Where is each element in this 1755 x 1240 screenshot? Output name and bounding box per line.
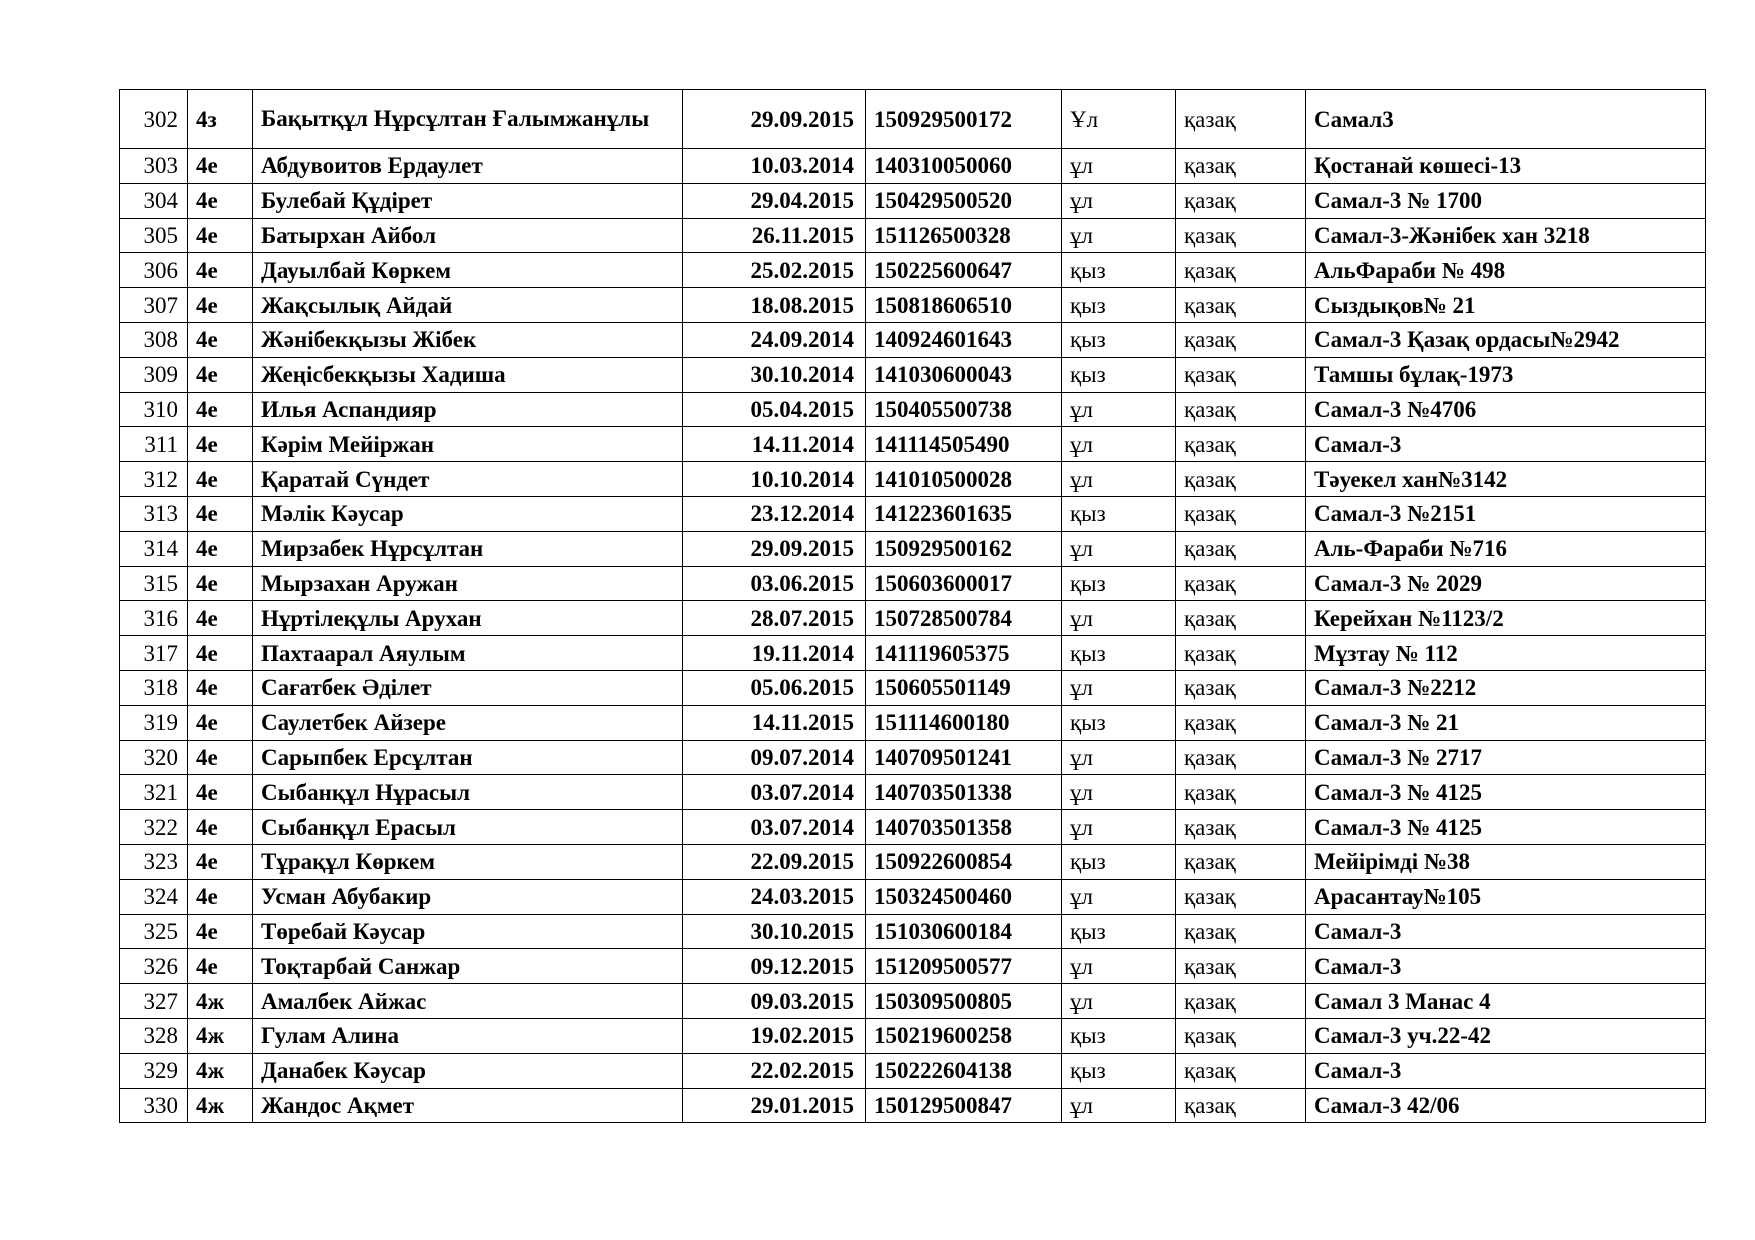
birth-date-cell: 24.09.2014: [683, 322, 866, 357]
table-row: [120, 879, 1706, 914]
nationality-cell: қазақ: [1176, 462, 1306, 497]
row-number: 307: [120, 288, 188, 323]
iin-cell: 141114505490: [866, 427, 1062, 462]
iin-cell: 151030600184: [866, 914, 1062, 949]
student-name-cell: Гулам Алина: [253, 1018, 683, 1053]
birth-date-cell: 29.09.2015: [683, 531, 866, 566]
address-cell: Самал-3 № 2717: [1306, 740, 1706, 775]
table-row: [120, 844, 1706, 879]
nationality-cell: қазақ: [1176, 740, 1306, 775]
student-name-cell: Жәнібекқызы Жібек: [253, 322, 683, 357]
address-cell: Самал-3 № 4125: [1306, 810, 1706, 845]
nationality-cell: қазақ: [1176, 949, 1306, 984]
row-number: 318: [120, 670, 188, 705]
table-row: [120, 218, 1706, 253]
address-cell: Самал-3 № 1700: [1306, 183, 1706, 218]
class-cell: 4е: [188, 531, 253, 566]
iin-cell: 150922600854: [866, 844, 1062, 879]
address-cell: Самал-3-Жәнібек хан 3218: [1306, 218, 1706, 253]
class-cell: 4е: [188, 601, 253, 636]
class-cell: 4е: [188, 636, 253, 671]
row-number: 316: [120, 601, 188, 636]
nationality-cell: қазақ: [1176, 183, 1306, 218]
table-row: [120, 1088, 1706, 1123]
birth-date-cell: 03.06.2015: [683, 566, 866, 601]
class-cell: 4е: [188, 218, 253, 253]
address-cell: Самал-3 Қазақ ордасы№2942: [1306, 322, 1706, 357]
student-name-cell: Бақытқұл Нұрсұлтан Ғалымжанұлы: [253, 90, 683, 149]
address-cell: Самал-3: [1306, 1053, 1706, 1088]
class-cell: 4е: [188, 288, 253, 323]
gender-cell: ұл: [1062, 775, 1176, 810]
birth-date-cell: 19.02.2015: [683, 1018, 866, 1053]
table-row: [120, 357, 1706, 392]
row-number: 319: [120, 705, 188, 740]
address-cell: АльФараби № 498: [1306, 253, 1706, 288]
class-cell: 4е: [188, 183, 253, 218]
row-number: 311: [120, 427, 188, 462]
row-number: 303: [120, 149, 188, 184]
student-name-cell: Сағатбек Әділет: [253, 670, 683, 705]
table-row: [120, 740, 1706, 775]
class-cell: 4ж: [188, 1053, 253, 1088]
address-cell: Самал-3 №2151: [1306, 496, 1706, 531]
address-cell: Самал-3 уч.22-42: [1306, 1018, 1706, 1053]
student-name-cell: Абдувоитов Ердаулет: [253, 149, 683, 184]
row-number: 305: [120, 218, 188, 253]
iin-cell: 150429500520: [866, 183, 1062, 218]
iin-cell: 140310050060: [866, 149, 1062, 184]
student-name-cell: Мирзабек Нұрсұлтан: [253, 531, 683, 566]
iin-cell: 141119605375: [866, 636, 1062, 671]
nationality-cell: қазақ: [1176, 1088, 1306, 1123]
birth-date-cell: 09.12.2015: [683, 949, 866, 984]
address-cell: Самал-3 № 21: [1306, 705, 1706, 740]
student-name-cell: Батырхан Айбол: [253, 218, 683, 253]
birth-date-cell: 14.11.2015: [683, 705, 866, 740]
address-cell: Самал-3 № 2029: [1306, 566, 1706, 601]
row-number: 304: [120, 183, 188, 218]
nationality-cell: қазақ: [1176, 566, 1306, 601]
iin-cell: 150219600258: [866, 1018, 1062, 1053]
gender-cell: ұл: [1062, 531, 1176, 566]
row-number: 309: [120, 357, 188, 392]
nationality-cell: қазақ: [1176, 636, 1306, 671]
class-cell: 4е: [188, 392, 253, 427]
iin-cell: 150728500784: [866, 601, 1062, 636]
nationality-cell: қазақ: [1176, 288, 1306, 323]
student-name-cell: Төребай Кәусар: [253, 914, 683, 949]
class-cell: 4е: [188, 357, 253, 392]
table-row: [120, 149, 1706, 184]
nationality-cell: қазақ: [1176, 914, 1306, 949]
table-row: [120, 949, 1706, 984]
iin-cell: 150309500805: [866, 984, 1062, 1019]
address-cell: Арасантау№105: [1306, 879, 1706, 914]
row-number: 321: [120, 775, 188, 810]
birth-date-cell: 22.09.2015: [683, 844, 866, 879]
nationality-cell: қазақ: [1176, 705, 1306, 740]
class-cell: 4е: [188, 914, 253, 949]
birth-date-cell: 23.12.2014: [683, 496, 866, 531]
student-name-cell: Амалбек Айжас: [253, 984, 683, 1019]
address-cell: Қостанай көшесі-13: [1306, 149, 1706, 184]
table-row: [120, 1053, 1706, 1088]
table-row: [120, 462, 1706, 497]
iin-cell: 140924601643: [866, 322, 1062, 357]
table-body: [120, 90, 1706, 1123]
iin-cell: 150405500738: [866, 392, 1062, 427]
row-number: 302: [120, 90, 188, 149]
class-cell: 4е: [188, 322, 253, 357]
class-cell: 4ж: [188, 1088, 253, 1123]
nationality-cell: қазақ: [1176, 810, 1306, 845]
address-cell: Керейхан №1123/2: [1306, 601, 1706, 636]
class-cell: 4е: [188, 462, 253, 497]
nationality-cell: қазақ: [1176, 1053, 1306, 1088]
address-cell: Самал-3 №4706: [1306, 392, 1706, 427]
nationality-cell: қазақ: [1176, 601, 1306, 636]
gender-cell: қыз: [1062, 705, 1176, 740]
row-number: 323: [120, 844, 188, 879]
table-row: [120, 810, 1706, 845]
iin-cell: 141223601635: [866, 496, 1062, 531]
student-name-cell: Булебай Құдірет: [253, 183, 683, 218]
class-cell: 4е: [188, 844, 253, 879]
address-cell: Сыздықов№ 21: [1306, 288, 1706, 323]
student-name-cell: Дауылбай Көркем: [253, 253, 683, 288]
table-row: [120, 427, 1706, 462]
address-cell: Самал-3 №2212: [1306, 670, 1706, 705]
birth-date-cell: 14.11.2014: [683, 427, 866, 462]
nationality-cell: қазақ: [1176, 90, 1306, 149]
row-number: 312: [120, 462, 188, 497]
birth-date-cell: 05.06.2015: [683, 670, 866, 705]
table-row: [120, 392, 1706, 427]
class-cell: 4е: [188, 879, 253, 914]
iin-cell: 150225600647: [866, 253, 1062, 288]
student-name-cell: Илья Аспандияр: [253, 392, 683, 427]
iin-cell: 150129500847: [866, 1088, 1062, 1123]
iin-cell: 151209500577: [866, 949, 1062, 984]
nationality-cell: қазақ: [1176, 427, 1306, 462]
address-cell: Самал-3 № 4125: [1306, 775, 1706, 810]
iin-cell: 140703501358: [866, 810, 1062, 845]
gender-cell: қыз: [1062, 636, 1176, 671]
row-number: 325: [120, 914, 188, 949]
iin-cell: 150222604138: [866, 1053, 1062, 1088]
birth-date-cell: 10.10.2014: [683, 462, 866, 497]
gender-cell: Ұл: [1062, 90, 1176, 149]
gender-cell: ұл: [1062, 392, 1176, 427]
address-cell: Самал-3: [1306, 427, 1706, 462]
table-row: [120, 775, 1706, 810]
nationality-cell: қазақ: [1176, 531, 1306, 566]
table-row: [120, 496, 1706, 531]
iin-cell: 140703501338: [866, 775, 1062, 810]
class-cell: 4е: [188, 810, 253, 845]
iin-cell: 151114600180: [866, 705, 1062, 740]
gender-cell: қыз: [1062, 566, 1176, 601]
student-name-cell: Саулетбек Айзере: [253, 705, 683, 740]
row-number: 317: [120, 636, 188, 671]
gender-cell: ұл: [1062, 601, 1176, 636]
iin-cell: 141010500028: [866, 462, 1062, 497]
nationality-cell: қазақ: [1176, 218, 1306, 253]
address-cell: Аль-Фараби №716: [1306, 531, 1706, 566]
nationality-cell: қазақ: [1176, 775, 1306, 810]
nationality-cell: қазақ: [1176, 844, 1306, 879]
gender-cell: қыз: [1062, 1018, 1176, 1053]
student-name-cell: Пахтаарал Аяулым: [253, 636, 683, 671]
birth-date-cell: 03.07.2014: [683, 810, 866, 845]
nationality-cell: қазақ: [1176, 670, 1306, 705]
row-number: 314: [120, 531, 188, 566]
nationality-cell: қазақ: [1176, 1018, 1306, 1053]
gender-cell: ұл: [1062, 879, 1176, 914]
address-cell: Мейірімді №38: [1306, 844, 1706, 879]
table-row: [120, 914, 1706, 949]
gender-cell: ұл: [1062, 1088, 1176, 1123]
nationality-cell: қазақ: [1176, 496, 1306, 531]
birth-date-cell: 30.10.2014: [683, 357, 866, 392]
table-row: [120, 90, 1706, 149]
birth-date-cell: 24.03.2015: [683, 879, 866, 914]
birth-date-cell: 09.07.2014: [683, 740, 866, 775]
address-cell: Тәуекел хан№3142: [1306, 462, 1706, 497]
student-name-cell: Мырзахан Аружан: [253, 566, 683, 601]
nationality-cell: қазақ: [1176, 253, 1306, 288]
address-cell: Самал3: [1306, 90, 1706, 149]
birth-date-cell: 09.03.2015: [683, 984, 866, 1019]
student-name-cell: Данабек Кәусар: [253, 1053, 683, 1088]
row-number: 313: [120, 496, 188, 531]
birth-date-cell: 26.11.2015: [683, 218, 866, 253]
address-cell: Мұзтау № 112: [1306, 636, 1706, 671]
iin-cell: 150818606510: [866, 288, 1062, 323]
row-number: 327: [120, 984, 188, 1019]
gender-cell: қыз: [1062, 253, 1176, 288]
birth-date-cell: 25.02.2015: [683, 253, 866, 288]
gender-cell: қыз: [1062, 322, 1176, 357]
gender-cell: қыз: [1062, 844, 1176, 879]
row-number: 330: [120, 1088, 188, 1123]
row-number: 308: [120, 322, 188, 357]
iin-cell: 150324500460: [866, 879, 1062, 914]
birth-date-cell: 05.04.2015: [683, 392, 866, 427]
address-cell: Самал-3: [1306, 949, 1706, 984]
class-cell: 4ж: [188, 1018, 253, 1053]
nationality-cell: қазақ: [1176, 984, 1306, 1019]
row-number: 324: [120, 879, 188, 914]
nationality-cell: қазақ: [1176, 392, 1306, 427]
gender-cell: ұл: [1062, 810, 1176, 845]
table-row: [120, 601, 1706, 636]
table-row: [120, 705, 1706, 740]
address-cell: Самал-3 42/06: [1306, 1088, 1706, 1123]
row-number: 315: [120, 566, 188, 601]
student-name-cell: Жеңісбекқызы Хадиша: [253, 357, 683, 392]
iin-cell: 151126500328: [866, 218, 1062, 253]
nationality-cell: қазақ: [1176, 322, 1306, 357]
student-name-cell: Тұрақұл Көркем: [253, 844, 683, 879]
gender-cell: қыз: [1062, 288, 1176, 323]
class-cell: 4е: [188, 949, 253, 984]
table-row: [120, 1018, 1706, 1053]
nationality-cell: қазақ: [1176, 357, 1306, 392]
iin-cell: 140709501241: [866, 740, 1062, 775]
nationality-cell: қазақ: [1176, 149, 1306, 184]
student-name-cell: Тоқтарбай Санжар: [253, 949, 683, 984]
iin-cell: 150929500172: [866, 90, 1062, 149]
student-list-table: [119, 89, 1706, 1123]
table-row: [120, 288, 1706, 323]
class-cell: 4е: [188, 566, 253, 601]
gender-cell: қыз: [1062, 914, 1176, 949]
iin-cell: 150603600017: [866, 566, 1062, 601]
birth-date-cell: 28.07.2015: [683, 601, 866, 636]
gender-cell: ұл: [1062, 462, 1176, 497]
student-name-cell: Усман Абубакир: [253, 879, 683, 914]
gender-cell: ұл: [1062, 183, 1176, 218]
class-cell: 4е: [188, 670, 253, 705]
student-name-cell: Жақсылық Айдай: [253, 288, 683, 323]
gender-cell: ұл: [1062, 670, 1176, 705]
class-cell: 4з: [188, 90, 253, 149]
iin-cell: 141030600043: [866, 357, 1062, 392]
nationality-cell: қазақ: [1176, 879, 1306, 914]
row-number: 328: [120, 1018, 188, 1053]
row-number: 329: [120, 1053, 188, 1088]
gender-cell: ұл: [1062, 984, 1176, 1019]
iin-cell: 150929500162: [866, 531, 1062, 566]
gender-cell: ұл: [1062, 740, 1176, 775]
iin-cell: 150605501149: [866, 670, 1062, 705]
student-name-cell: Сарыпбек Ерсұлтан: [253, 740, 683, 775]
gender-cell: ұл: [1062, 218, 1176, 253]
birth-date-cell: 19.11.2014: [683, 636, 866, 671]
birth-date-cell: 03.07.2014: [683, 775, 866, 810]
class-cell: 4е: [188, 427, 253, 462]
table-row: [120, 322, 1706, 357]
table-row: [120, 984, 1706, 1019]
gender-cell: ұл: [1062, 149, 1176, 184]
student-name-cell: Сыбанқұл Нұрасыл: [253, 775, 683, 810]
table-row: [120, 531, 1706, 566]
student-name-cell: Сыбанқұл Ерасыл: [253, 810, 683, 845]
class-cell: 4е: [188, 705, 253, 740]
row-number: 310: [120, 392, 188, 427]
student-name-cell: Кәрім Мейіржан: [253, 427, 683, 462]
table-row: [120, 183, 1706, 218]
gender-cell: ұл: [1062, 427, 1176, 462]
student-name-cell: Мәлік Кәусар: [253, 496, 683, 531]
class-cell: 4е: [188, 149, 253, 184]
class-cell: 4е: [188, 253, 253, 288]
address-cell: Тамшы бұлақ-1973: [1306, 357, 1706, 392]
class-cell: 4ж: [188, 984, 253, 1019]
birth-date-cell: 29.04.2015: [683, 183, 866, 218]
table-row: [120, 670, 1706, 705]
row-number: 326: [120, 949, 188, 984]
row-number: 320: [120, 740, 188, 775]
gender-cell: қыз: [1062, 1053, 1176, 1088]
birth-date-cell: 18.08.2015: [683, 288, 866, 323]
row-number: 306: [120, 253, 188, 288]
student-name-cell: Қаратай Сүндет: [253, 462, 683, 497]
address-cell: Самал 3 Манас 4: [1306, 984, 1706, 1019]
class-cell: 4е: [188, 775, 253, 810]
birth-date-cell: 22.02.2015: [683, 1053, 866, 1088]
row-number: 322: [120, 810, 188, 845]
birth-date-cell: 29.01.2015: [683, 1088, 866, 1123]
birth-date-cell: 29.09.2015: [683, 90, 866, 149]
class-cell: 4е: [188, 740, 253, 775]
birth-date-cell: 10.03.2014: [683, 149, 866, 184]
birth-date-cell: 30.10.2015: [683, 914, 866, 949]
table-row: [120, 636, 1706, 671]
gender-cell: қыз: [1062, 357, 1176, 392]
gender-cell: қыз: [1062, 496, 1176, 531]
table-row: [120, 566, 1706, 601]
student-name-cell: Жандос Ақмет: [253, 1088, 683, 1123]
student-name-cell: Нұртілеқұлы Арухан: [253, 601, 683, 636]
class-cell: 4е: [188, 496, 253, 531]
address-cell: Самал-3: [1306, 914, 1706, 949]
table-row: [120, 253, 1706, 288]
gender-cell: ұл: [1062, 949, 1176, 984]
